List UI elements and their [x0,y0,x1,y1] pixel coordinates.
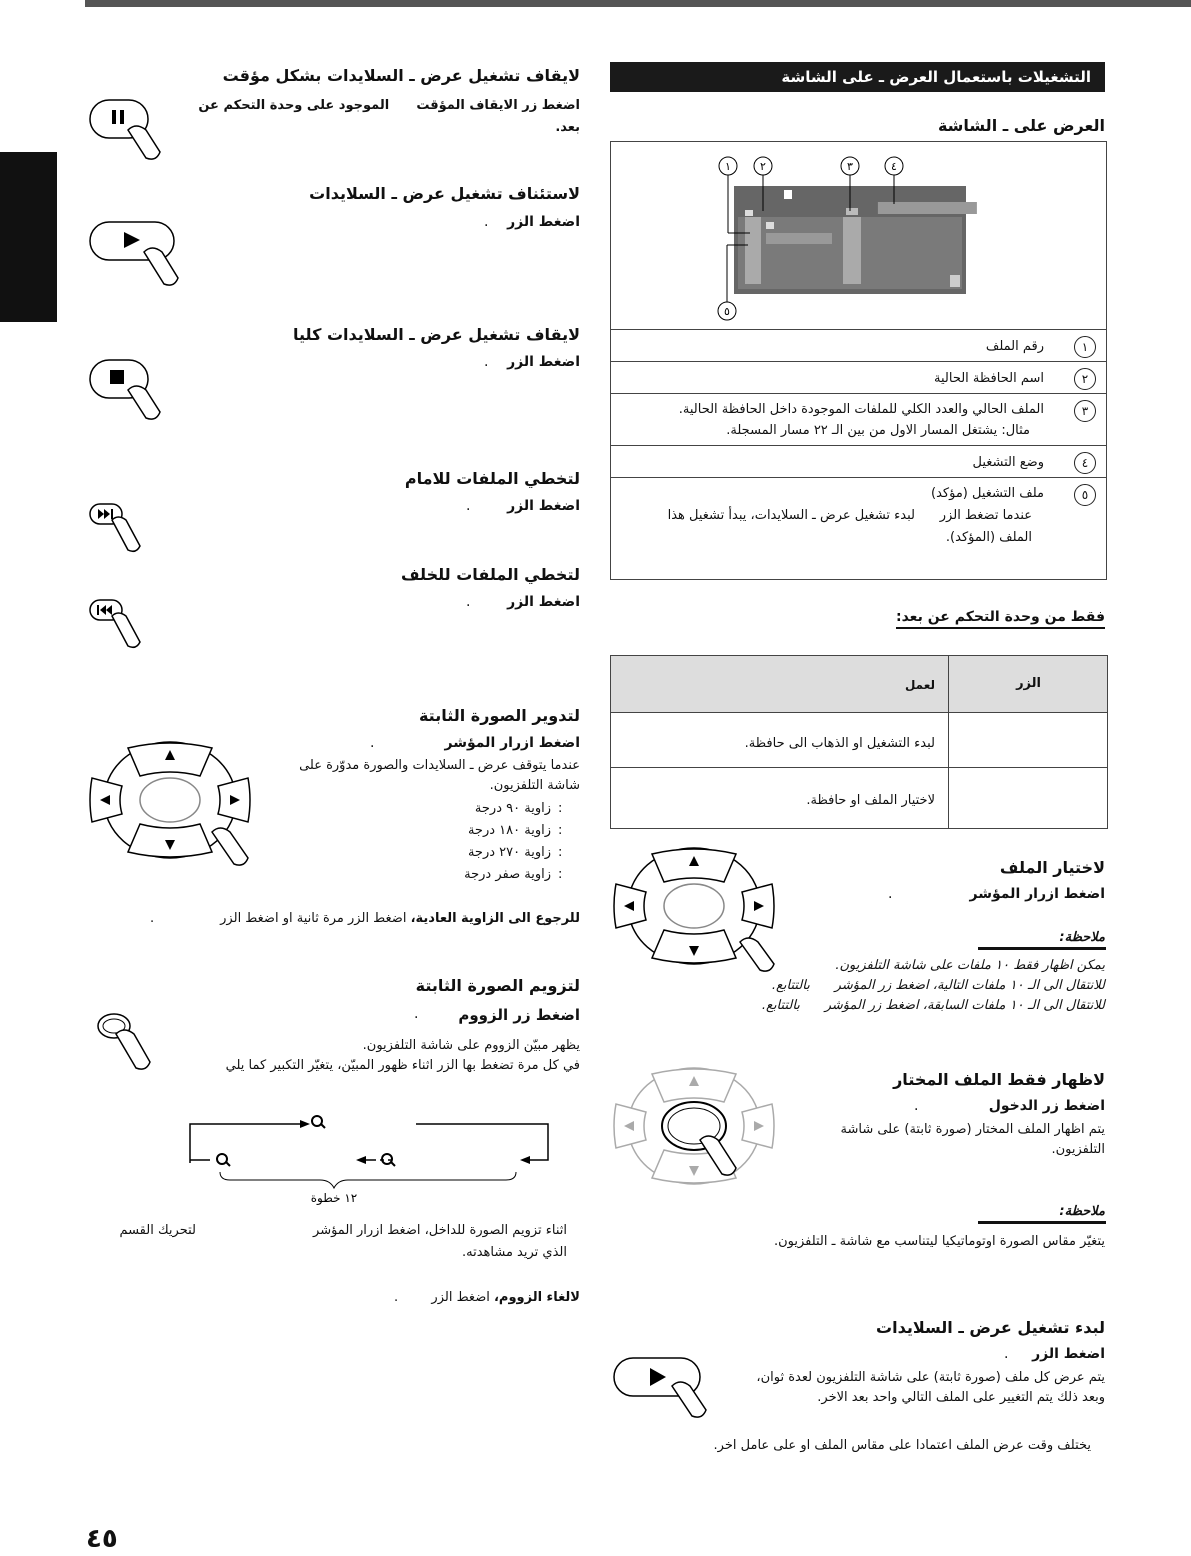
stop-title: لايقاف تشغيل عرض ـ السلايدات كليا [293,325,580,344]
return-bold: للرجوع الى الزاوية العادية، [410,911,580,926]
pause-title: لايقاف تشغيل عرض ـ السلايدات بشكل مؤقت [222,66,580,85]
body-line: في كل مرة تضغط بها الزر اثناء ظهور المبيّن، يتغيّر التكبير كما يلي [225,1058,580,1073]
footer-note: يختلف وقت عرض الملف اعتمادا على مقاس الملف او على عامل اخر. [713,1438,1091,1453]
punct: . [414,1006,419,1022]
note-line: يتغيّر مقاس الصورة اوتوماتيكيا ليتناسب مع شاشة ـ التلفزيون. [773,1234,1105,1249]
start-slideshow-instruction: اضغط الزر [1032,1346,1105,1362]
angle-item: زاوية ٩٠ درجة [474,801,551,816]
angle-item: زاوية ٢٧٠ درجة [467,845,551,860]
side-tab [0,152,57,322]
resume-title: لاستئناف تشغيل عرض ـ السلايدات [309,184,580,203]
note-line: للانتقال الى الـ ١٠ ملفات السابقة، اضغط زر المؤشر بالتتابع. [761,998,1105,1013]
body-line: يتم اظهار الملف المختار (صورة ثابتة) على شاشة [840,1122,1105,1137]
play-button-icon [88,218,188,294]
cursor-pad-icon [612,846,780,974]
punct: . [888,886,893,902]
legend-text: مثال: يشتغل المسار الاول من بين الـ ٢٢ مسار المسجلة. [726,423,1030,438]
legend-text: وضع التشغيل [972,455,1044,470]
remote-only-label: فقط من وحدة التحكم عن بعد: [896,609,1105,629]
punct: . [484,214,489,230]
colon: : [558,801,563,816]
legend-row-1 [610,329,1106,361]
legend-num: ٢ [1074,368,1096,390]
punct: . [370,735,375,751]
callout-4: ٤ [891,160,897,173]
angle-item: زاوية صفر درجة [464,867,551,882]
colon: : [558,867,563,882]
body-line: عندما يتوقف عرض ـ السلايدات والصورة مدوّرة على [299,758,580,773]
table-header-function: لعمل [904,678,935,692]
pause-line: اضغط زر الايقاف المؤقت الموجود على وحدة التحكم عن [198,98,580,113]
section-title: التشغيلات باستعمال العرض ـ على الشاشة [610,62,1105,92]
body-line: يتم عرض كل ملف (صورة ثابتة) على شاشة التلفزيون لعدة ثوان، [756,1370,1105,1385]
show-selected-instruction: اضغط زر الدخول [988,1098,1105,1114]
callout-3: ٣ [847,160,853,173]
rotate-title: لتدوير الصورة الثابتة [418,706,580,725]
table-cell: لاختيار الملف او حافظة. [806,793,935,808]
punct: . [466,594,471,610]
skip-forward-icon [88,500,158,558]
legend-row-4 [610,445,1106,477]
top-rule [85,0,1191,7]
note-head: ملاحظة: [1059,1204,1105,1219]
legend-num: ١ [1074,336,1096,358]
cancel-zoom-line [431,1288,580,1308]
legend-text: الملف الحالي والعدد الكلي للملفات الموجودة داخل الحافظة الحالية. [678,402,1044,417]
body-line: وبعد ذلك يتم التغيير على الملف التالي واحد بعد الاخر. [817,1390,1105,1405]
play-button-icon [612,1354,712,1424]
table-cell: لبدء التشغيل او الذهاب الى حافظة. [744,736,935,751]
body-line: الذي تريد مشاهدته. [462,1245,567,1260]
stop-line: اضغط الزر [507,354,580,370]
rotate-instruction: اضغط ازرار المؤشر [444,735,580,751]
zoom-button-icon [92,1008,162,1080]
note-line: للانتقال الى الـ ١٠ ملفات التالية، اضغط زر المؤشر بالتتابع. [771,978,1105,993]
remote-table [610,655,1108,829]
callout-1: ١ [725,160,731,173]
select-file-title: لاختيار الملف [999,858,1105,877]
skip-back-title: لتخطي الملفات للخلف [401,565,580,584]
body-line: يظهر مبيّن الزووم على شاشة التلفزيون. [362,1038,580,1053]
legend-num: ٤ [1074,452,1096,474]
skip-forward-title: لتخطي الملفات للامام [404,469,580,488]
legend-text: رقم الملف [985,339,1044,354]
cancel-bold: لالغاء الزووم، [493,1290,580,1305]
cancel-rest: اضغط الزر [431,1290,494,1305]
osd-diagram [610,141,1106,329]
punct: . [150,911,155,926]
start-slideshow-title: لبدء تشغيل عرض ـ السلايدات [876,1318,1105,1337]
legend-num: ٣ [1074,400,1096,422]
skip-forward-line: اضغط الزر [507,498,580,514]
legend-text: اسم الحافظة الحالية [934,371,1044,386]
punct: . [484,354,489,370]
legend-text: الملف (المؤكد). [945,530,1032,545]
punct: . [1004,1346,1009,1362]
cursor-pad-icon [88,740,258,870]
resume-line: اضغط الزر [507,214,580,230]
return-angle-line [220,909,580,929]
osd-title: العرض على ـ الشاشة [937,116,1105,135]
zoom-title: لتزويم الصورة الثابتة [415,976,580,995]
legend-row-5 [610,477,1106,578]
callout-2: ٢ [760,160,766,173]
legend-text: ملف التشغيل (مؤكد) [931,486,1044,501]
stop-button-icon [88,356,168,428]
zoom-steps-label: ١٢ خطوة [310,1191,358,1205]
legend-row-2 [610,361,1106,393]
skip-back-line: اضغط الزر [507,594,580,610]
page-number: ٤٥ [86,1524,118,1554]
body-line: اثناء تزويم الصورة للداخل، اضغط ازرار المؤشر [313,1223,567,1238]
angle-item: زاوية ١٨٠ درجة [467,823,551,838]
legend-text: عندما تضغط الزر لبدء تشغيل عرض ـ السلايدات، يبدأ تشغيل هذا [667,508,1032,523]
zoom-cycle-diagram [180,1110,560,1210]
show-selected-title: لاظهار فقط الملف المختار [893,1070,1105,1089]
punct: . [394,1290,399,1305]
callout-5: ٥ [724,305,730,318]
body-line: لتحريك القسم [119,1223,196,1238]
punct: . [914,1098,919,1114]
return-rest: اضغط الزر مرة ثانية او اضغط الزر [220,911,411,926]
select-file-instruction: اضغط ازرار المؤشر [969,886,1105,902]
table-header-button: الزر [1016,676,1041,691]
colon: : [558,845,563,860]
body-line: التلفزيون. [1051,1142,1105,1157]
osd-legend [610,329,1106,578]
legend-num: ٥ [1074,484,1096,506]
legend-row-3 [610,393,1106,445]
punct: . [466,498,471,514]
note-line: يمكن اظهار فقط ١٠ ملفات على شاشة التلفزيون. [835,958,1105,973]
zoom-instruction: اضغط زر الزووم [458,1006,580,1024]
enter-button-icon [612,1066,780,1194]
note-head: ملاحظة: [1059,930,1105,945]
skip-back-icon [88,596,158,654]
colon: : [558,823,563,838]
body-line: شاشة التلفزيون. [489,778,580,793]
pause-line: بعد. [555,120,580,135]
pause-button-icon [88,96,168,164]
